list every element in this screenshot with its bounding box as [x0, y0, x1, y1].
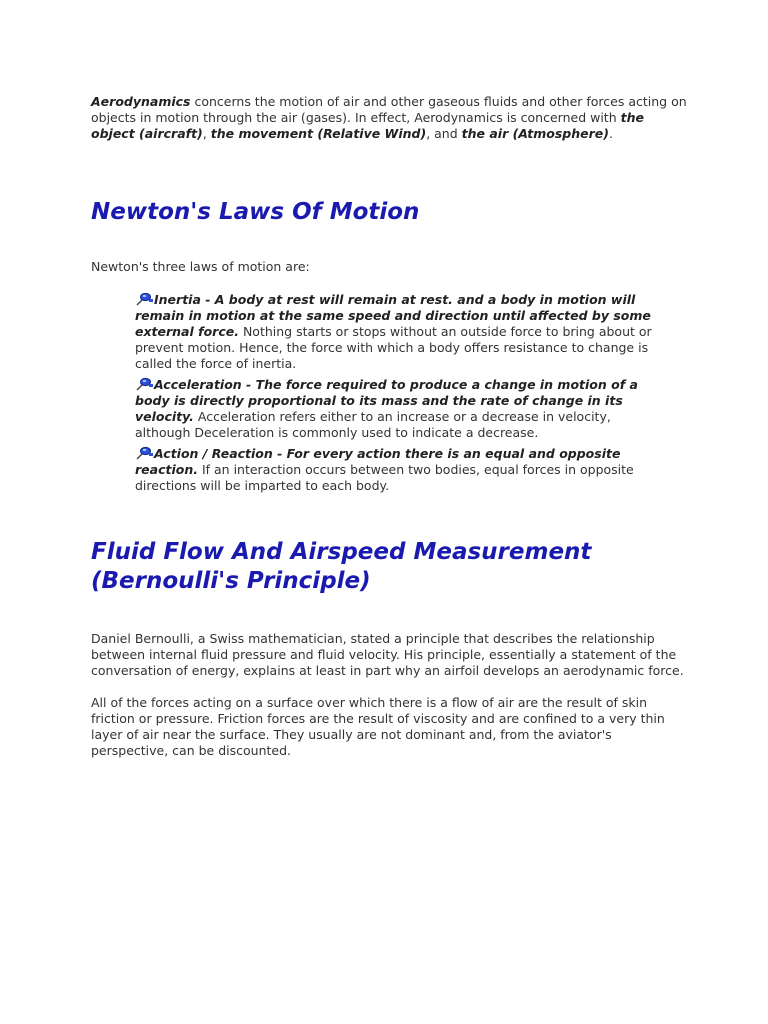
- bernoulli-paragraph-2: All of the forces acting on a surface over which there is a flow of air are the result of skin friction or pressure. Friction forces are the result of viscosity and are confined to a very thin layer of air near the surface. They usually are not dominant and, from the aviator's perspective, can be discounted.: [91, 695, 665, 758]
- intro-movement: the movement (Relative Wind): [210, 126, 427, 141]
- law-title: Acceleration - The force required to produce a change in motion of a body is directly proportional to its mass and the rate of change in its velocity.: [135, 377, 638, 424]
- newton-intro: Newton's three laws of motion are:: [91, 259, 310, 274]
- document-page: [91, 94, 691, 759]
- laws-list: [91, 292, 665, 494]
- intro-sep2: , and: [426, 126, 462, 141]
- newton-heading: Newton's Laws Of Motion: [91, 199, 420, 225]
- pushpin-icon: [135, 377, 154, 391]
- pushpin-icon: [135, 292, 154, 306]
- law-text: Acceleration refers either to an increase or a decrease in velocity, although Deceleration is commonly used to indicate a decrease.: [135, 409, 611, 440]
- bernoulli-paragraph-1: Daniel Bernoulli, a Swiss mathematician, stated a principle that describes the relationship between internal fluid pressure and fluid velocity. His principle, essentially a statement of the conversation of energy, explains at least in part why an airfoil develops an aerodynamic force.: [91, 631, 684, 678]
- law-text: Nothing starts or stops without an outside force to bring about or prevent motion. Hence, the force with which a body offers resistance to change is called the force of inertia.: [135, 324, 652, 371]
- intro-term: Aerodynamics: [91, 94, 191, 109]
- intro-sep1: ,: [202, 126, 211, 141]
- intro-text: concerns the motion of air and other gaseous fluids and other forces acting on objects in motion through the air (gases). In effect, Aerodynamics is concerned with: [91, 94, 687, 125]
- pushpin-icon: [135, 446, 154, 460]
- intro-air: the air (Atmosphere): [461, 126, 609, 141]
- law-title: Action / Reaction - For every action there is an equal and opposite reaction.: [135, 446, 621, 477]
- intro-object: the object (aircraft): [91, 110, 644, 141]
- list-item-law-acceleration: [135, 377, 665, 441]
- law-text: If an interaction occurs between two bodies, equal forces in opposite directions will be imparted to each body.: [135, 462, 634, 493]
- intro-end: .: [609, 126, 613, 141]
- list-item-law-inertia: [135, 292, 665, 372]
- law-title: Inertia - A body at rest will remain at rest. and a body in motion will remain in motion at the same speed and direction until affected by some external force.: [135, 292, 651, 339]
- intro-paragraph: [91, 94, 691, 142]
- fluid-heading: Fluid Flow And Airspeed Measurement (Bernoulli's Principle): [91, 539, 592, 594]
- list-item-law-action-reaction: [135, 446, 665, 494]
